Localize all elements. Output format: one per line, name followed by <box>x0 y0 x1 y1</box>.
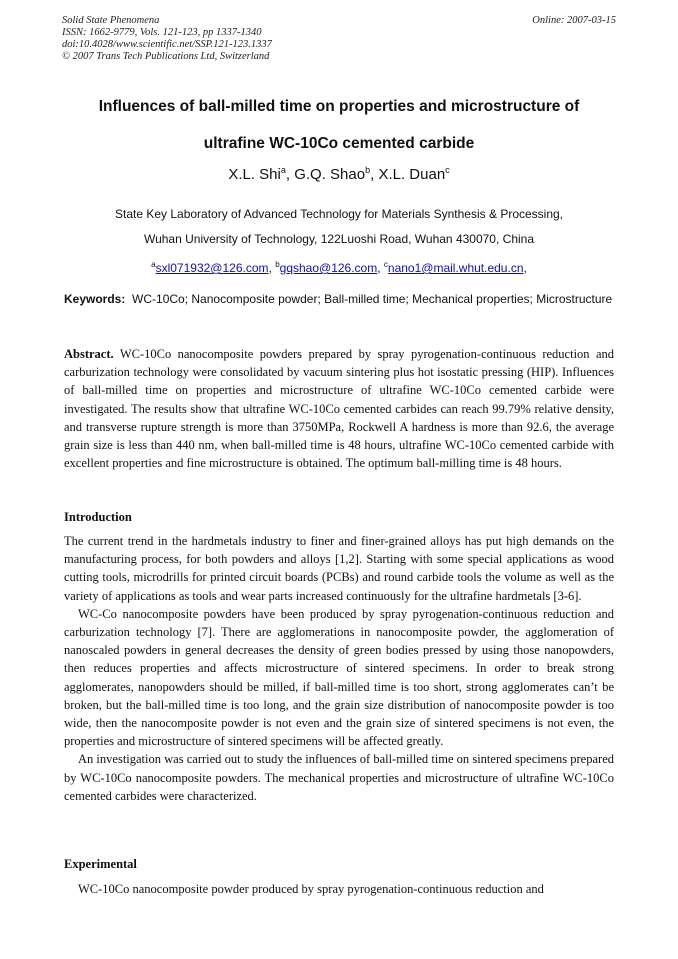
abstract-text: WC-10Co nanocomposite powders prepared by spray pyrogenation-continuous reduction and carburization technology were consolidated by vacuum sintering plus hot isostatic pressing (HIP). Influences of ball-milled time on properties and microstructure of ultrafine WC-10Co cemented carbide were investigated. The results show that ultrafine WC-10Co cemented carbides can reach 99.79% relative density, and transverse rupture strength is more than 3750MPa, Rockwell A hardness is more than 92.6, the average grain size is less than 440 nm, when ball-milled time is 48 hours, ultrafine WC-10Co cemented carbide with excellent properties and fine microstructure is obtained. The optimum ball-milling time is 48 hours. <box>64 347 614 471</box>
doi-line: doi:10.4028/www.scientific.net/SSP.121-123.1337 <box>62 39 272 50</box>
affiliation-line-1: State Key Laboratory of Advanced Technology for Materials Synthesis & Processing, <box>114 207 564 221</box>
email-list: $^a$sxl071932@126.com, $^b$gqshao@126.com, $^c$nano1@mail.whut.edu.cn, <box>151 260 527 275</box>
paragraph: WC-10Co nanocomposite powder produced by spray pyrogenation-continuous reduction and <box>78 882 544 896</box>
author: X.L. Duan$^c$ <box>378 165 450 183</box>
keywords-label: Keywords: <box>64 292 126 306</box>
affiliation-line-2: Wuhan University of Technology, 122Luoshi Road, Wuhan 430070, China <box>143 232 535 246</box>
email-link[interactable]: gqshao@126.com <box>279 261 378 275</box>
paper-title <box>40 88 638 162</box>
paragraph: The current trend in the hardmetals industry to finer and finer-grained alloys has put high demands on the manufacturing process, for both powders and alloys [1,2]. Starting with some special applications as wood cutting tools, microdrills for printed circuit boards (PCBs) and round carbide tools the volume as well as the variety of applications as tools and wear parts increased continuously for the ultrafine hardmetals [3-6]. <box>64 534 614 603</box>
abstract <box>64 345 614 472</box>
issn-line: ISSN: 1662-9779, Vols. 121-123, pp 1337-1340 <box>62 27 262 38</box>
introduction-heading: Introduction <box>64 510 132 524</box>
keywords <box>64 291 614 308</box>
author-list <box>0 165 678 183</box>
title-line-2: ultrafine WC-10Co cemented carbide <box>203 135 475 152</box>
experimental-body <box>64 880 614 898</box>
journal-name: Solid State Phenomena <box>62 15 160 26</box>
title-line-1: Influences of ball-milled time on properties and microstructure of <box>98 98 580 115</box>
author: G.Q. Shao$^b$, <box>294 165 379 183</box>
affiliation <box>0 202 678 281</box>
introduction-body <box>64 532 614 805</box>
email-link[interactable]: sxl071932@126.com <box>155 261 269 275</box>
online-date: Online: 2007-03-15 <box>532 15 616 26</box>
paragraph: WC-Co nanocomposite powders have been produced by spray pyrogenation-continuous reduction and carburization technology [7]. There are agglomerations in nanocomposite powder, the agglomeration of nanoscaled powders in general decreases the density of green bodies pressed by using those nanopowders, then reduces properties and affects microstructure of sintered specimens. In order to break strong agglomerates, nanopowders should be milled, if ball-milled time is too short, strong agglomerates can’t be broken, but the ball-milled time is too long, and the grain size distribution of nanocomposite powder is too wide, then the nanocomposite powder is not even and the grain size of sintered specimens is not even, the properties and microstructure of sintered specimens will be affected greatly. <box>64 606 614 749</box>
keywords-text: WC-10Co; Nanocomposite powder; Ball-milled time; Mechanical properties; Microstructure <box>132 292 613 306</box>
page-header <box>62 15 616 63</box>
email-link[interactable]: nano1@mail.whut.edu.cn <box>387 261 524 275</box>
paragraph: An investigation was carried out to study the influences of ball-milled time on sintered specimens prepared by WC-10Co nanocomposite powders. The mechanical properties and microstructure of ultrafine WC-10Co cemented carbides were characterized. <box>64 752 614 803</box>
author: X.L. Shi$^a$, <box>228 165 295 183</box>
experimental-heading: Experimental <box>64 857 137 871</box>
abstract-label: Abstract. <box>64 347 114 361</box>
copyright-line: © 2007 Trans Tech Publications Ltd, Switzerland <box>62 51 270 62</box>
